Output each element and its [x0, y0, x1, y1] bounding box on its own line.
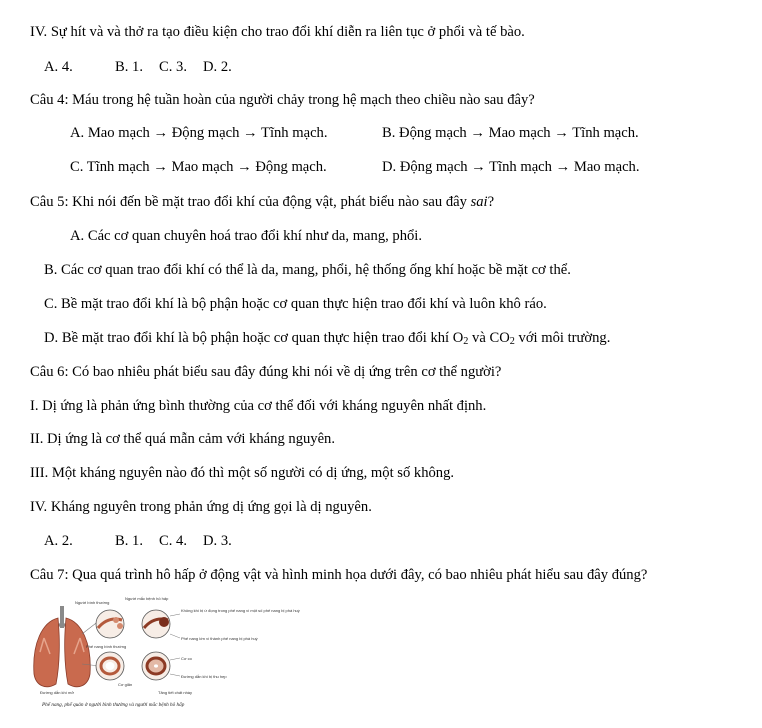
- q5-option-d-sub1: 2: [463, 336, 469, 347]
- q5-option-d: [44, 330, 610, 347]
- q6-question: Câu 6: Có bao nhiêu phát biểu sau đây đúng khi nói về dị ứng trên cơ thể người?: [30, 364, 502, 380]
- q5-option-d-mid: và CO: [468, 330, 510, 346]
- q5-option-c: C. Bề mặt trao đổi khí là bộ phận hoặc cơ quan thực hiện trao đổi khí và luôn khô ráo.: [44, 296, 547, 312]
- figure-label-normal-alveoli: Phế nang bình thường: [86, 644, 127, 649]
- q6-option-c: C. 4.: [159, 533, 187, 549]
- q4-option-b: B. Động mạch → Mao mạch → Tĩnh mạch.: [382, 125, 639, 141]
- q7-question: Câu 7: Qua quá trình hô hấp ở động vật và hình minh họa dưới đây, có bao nhiêu phát hiểu sau đây đúng?: [30, 567, 648, 583]
- figure-caption: Phế nang, phế quản ở người bình thường và người mắc bệnh hô hấp: [42, 702, 185, 708]
- q6-option-b: B. 1.: [115, 533, 143, 549]
- figure-label-trapped-air: Không khí bị ứ đọng trong phế nang vì một số phế nang bị phá huỷ: [181, 608, 300, 613]
- figure-label-mucus: Tăng tiết chất nhày: [158, 690, 193, 695]
- q5-question: [30, 194, 494, 211]
- q4-question: Câu 4: Máu trong hệ tuần hoàn của người chảy trong hệ mạch theo chiều nào sau đây?: [30, 92, 535, 108]
- q6-statement-i: I. Dị ứng là phản ứng bình thường của cơ thể đối với kháng nguyên nhất định.: [30, 398, 487, 414]
- figure-label-muscle-relax: Cơ giãn: [118, 682, 133, 687]
- q4-option-c: C. Tĩnh mạch → Mao mạch → Động mạch.: [70, 159, 327, 175]
- figure-label-muscle-contract: Cơ co: [181, 656, 192, 661]
- q6-statement-iii: III. Một kháng nguyên nào đó thì một số người có dị ứng, một số không.: [30, 465, 455, 481]
- figure-label-patient: Người mắc bệnh hô hấp: [125, 596, 169, 601]
- bronchus-normal-icon: [96, 652, 124, 680]
- q5-question-suffix: ?: [487, 194, 495, 210]
- q5-option-a: A. Các cơ quan chuyên hoá trao đổi khí như da, mang, phổi.: [70, 228, 423, 244]
- figure-label-normal: Người bình thường: [75, 600, 110, 605]
- alveoli-normal-icon: [96, 610, 124, 638]
- q3-statement-iv: IV. Sự hít và và thở ra tạo điều kiện cho trao đổi khí diễn ra liên tục ở phổi và tế bào.: [30, 24, 525, 40]
- q5-option-d-suffix: với môi trường.: [514, 330, 611, 346]
- q3-option-a: A. 4.: [44, 59, 73, 75]
- q4-option-d: D. Động mạch → Tĩnh mạch → Mao mạch.: [382, 159, 640, 175]
- figure-label-open-airway: Đường dẫn khí mở: [40, 690, 74, 695]
- figure-label-narrowed-airway: Đường dẫn khí bị thu hẹp: [181, 674, 227, 679]
- q3-option-c: C. 3.: [159, 59, 187, 75]
- bronchus-patient-icon: [142, 652, 170, 680]
- alveoli-patient-icon: [142, 610, 170, 638]
- q6-statement-iv: IV. Kháng nguyên trong phản ứng dị ứng gọi là dị nguyên.: [30, 499, 372, 515]
- q3-options: [44, 59, 232, 76]
- q4-option-a: A. Mao mạch → Động mạch → Tĩnh mạch.: [70, 125, 328, 141]
- q5-option-b: B. Các cơ quan trao đổi khí có thể là da, mang, phổi, hệ thống ống khí hoặc bề mặt cơ thể.: [44, 262, 571, 278]
- q5-option-d-sub2: 2: [509, 336, 515, 347]
- q6-option-d: D. 3.: [203, 533, 232, 549]
- q3-option-d: D. 2.: [203, 59, 232, 75]
- lungs-icon: [34, 606, 91, 687]
- q5-question-prefix: Câu 5: Khi nói đến bề mặt trao đổi khí của động vật, phát biểu nào sau đây: [30, 194, 471, 210]
- respiratory-figure: [30, 594, 300, 724]
- q3-option-b: B. 1.: [115, 59, 143, 75]
- q6-option-a: A. 2.: [44, 533, 73, 549]
- q6-statement-ii: II. Dị ứng là cơ thể quá mẫn cảm với kháng nguyên.: [30, 431, 336, 447]
- q6-options: [44, 533, 232, 550]
- q5-question-emphasis: sai: [470, 194, 488, 210]
- figure-label-enlarged-alveoli: Phế nang lớn vì thành phế nang bị phá huỷ: [181, 636, 258, 641]
- q5-option-d-prefix: D. Bề mặt trao đổi khí là bộ phận hoặc cơ quan thực hiện trao đổi khí O: [44, 330, 464, 346]
